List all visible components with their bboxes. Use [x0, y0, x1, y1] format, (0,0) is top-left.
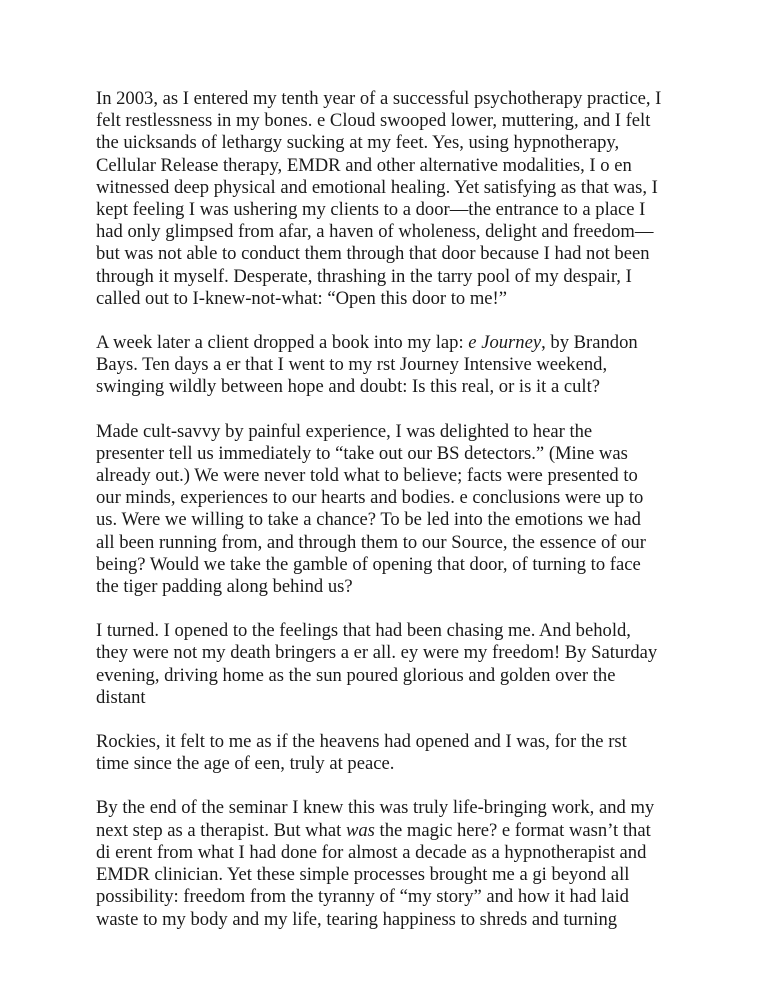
text-line [96, 820, 686, 842]
text-line [96, 554, 686, 576]
text-line [96, 243, 686, 265]
paragraph [96, 88, 686, 310]
text-line [96, 642, 686, 664]
text-line [96, 509, 686, 531]
text-segment: felt restlessness in my bones. e Cloud swooped lower, muttering, and I felt [96, 110, 651, 132]
text-segment: called out to I-knew-not-what: “Open this door to me!” [96, 287, 508, 309]
paragraph [96, 797, 686, 930]
text-segment: By the end of the seminar I knew this was truly life-bringing work, and my [96, 797, 655, 819]
text-segment: distant [96, 686, 146, 708]
text-line [96, 532, 686, 554]
text-line [96, 864, 686, 886]
text-segment: kept feeling I was ushering my clients to a door—the entrance to a place I [96, 199, 646, 221]
text-line [96, 421, 686, 443]
text-segment: next step as a therapist. But what [96, 819, 346, 841]
text-line [96, 620, 686, 642]
text-line [96, 354, 686, 376]
text-line [96, 155, 686, 177]
text-segment: witnessed deep physical and emotional healing. Yet satisfying as that was, I [96, 176, 658, 198]
text-line [96, 221, 686, 243]
text-line [96, 687, 686, 709]
text-line [96, 443, 686, 465]
text-line [96, 110, 686, 132]
text-segment: Bays. Ten days a er that I went to my rst Journey Intensive weekend, [96, 354, 608, 376]
text-segment: our minds, experiences to our hearts and bodies. e conclusions were up to [96, 487, 644, 509]
text-line [96, 731, 686, 753]
document-body [96, 88, 686, 953]
text-segment: the tiger padding along behind us? [96, 576, 353, 598]
text-segment: us. Were we willing to take a chance? To be led into the emotions we had [96, 509, 641, 531]
text-segment: Made cult-savvy by painful experience, I was delighted to hear the [96, 420, 593, 442]
text-segment: had only glimpsed from afar, a haven of wholeness, delight and freedom— [96, 221, 654, 243]
text-segment: the magic here? e format wasn’t that [374, 819, 651, 841]
text-line [96, 376, 686, 398]
paragraph [96, 421, 686, 599]
text-line [96, 465, 686, 487]
text-line [96, 177, 686, 199]
text-segment: all been running from, and through them to our Source, the essence of our [96, 531, 646, 553]
text-line [96, 88, 686, 110]
text-line [96, 576, 686, 598]
text-segment: through it myself. Desperate, thrashing in the tarry pool of my despair, I [96, 265, 632, 287]
text-segment: In 2003, as I entered my tenth year of a successful psychotherapy practice, I [96, 88, 662, 109]
text-segment: but was not able to conduct them through that door because I had not been [96, 243, 650, 265]
text-segment: already out.) We were never told what to believe; facts were presented to [96, 465, 638, 487]
text-line [96, 288, 686, 310]
text-line [96, 886, 686, 908]
text-line [96, 842, 686, 864]
text-segment: swinging wildly between hope and doubt: Is this real, or is it a cult? [96, 376, 601, 398]
text-segment: Cellular Release therapy, EMDR and other alternative modalities, I o en [96, 154, 632, 176]
text-line [96, 199, 686, 221]
text-line [96, 665, 686, 687]
italic-text: e Journey [468, 332, 542, 354]
text-segment: time since the age of een, truly at peace. [96, 753, 395, 775]
text-line [96, 132, 686, 154]
text-line [96, 797, 686, 819]
text-segment: they were not my death bringers a er all. ey were my freedom! By Saturday [96, 642, 658, 664]
paragraph [96, 620, 686, 709]
text-segment: waste to my body and my life, tearing happiness to shreds and turning [96, 908, 618, 930]
text-segment: I turned. I opened to the feelings that had been chasing me. And behold, [96, 620, 631, 642]
text-segment: , by Brandon [541, 332, 638, 354]
text-line [96, 266, 686, 288]
text-line [96, 909, 686, 931]
text-line [96, 487, 686, 509]
text-segment: di erent from what I had done for almost a decade as a hypnotherapist and [96, 841, 647, 863]
text-segment: being? Would we take the gamble of opening that door, of turning to face [96, 553, 641, 575]
text-line [96, 332, 686, 354]
text-segment: presenter tell us immediately to “take out our BS detectors.” (Mine was [96, 442, 628, 464]
paragraph [96, 731, 686, 775]
text-segment: possibility: freedom from the tyranny of “my story” and how it had laid [96, 886, 629, 908]
text-segment: A week later a client dropped a book into my lap: [96, 332, 469, 354]
text-line [96, 753, 686, 775]
italic-text: was [345, 819, 375, 841]
text-segment: EMDR clinician. Yet these simple processes brought me a gi beyond all [96, 864, 630, 886]
text-segment: the uicksands of lethargy sucking at my feet. Yes, using hypnotherapy, [96, 132, 620, 154]
text-segment: Rockies, it felt to me as if the heavens had opened and I was, for the rst [96, 731, 627, 753]
paragraph [96, 332, 686, 399]
text-segment: evening, driving home as the sun poured glorious and golden over the [96, 664, 616, 686]
